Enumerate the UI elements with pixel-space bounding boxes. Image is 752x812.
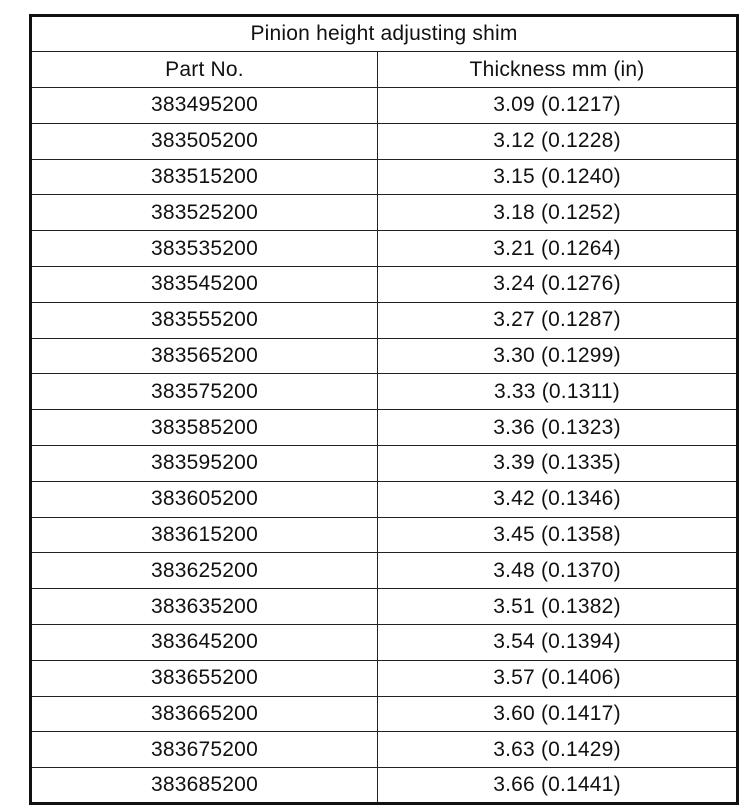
part-number-cell: 383605200 bbox=[31, 481, 378, 517]
table-row bbox=[31, 302, 738, 338]
thickness-cell: 3.18 (0.1252) bbox=[378, 195, 738, 231]
table-row bbox=[31, 266, 738, 302]
thickness-cell: 3.09 (0.1217) bbox=[378, 88, 738, 124]
shim-table-sheet bbox=[29, 14, 736, 806]
table-title-row bbox=[31, 16, 738, 52]
thickness-cell: 3.15 (0.1240) bbox=[378, 159, 738, 195]
table-row bbox=[31, 732, 738, 768]
table-row bbox=[31, 589, 738, 625]
part-number-cell: 383565200 bbox=[31, 338, 378, 374]
part-number-cell: 383615200 bbox=[31, 517, 378, 553]
thickness-cell: 3.66 (0.1441) bbox=[378, 768, 738, 804]
table-row bbox=[31, 768, 738, 804]
thickness-cell: 3.24 (0.1276) bbox=[378, 266, 738, 302]
thickness-cell: 3.54 (0.1394) bbox=[378, 624, 738, 660]
part-number-cell: 383555200 bbox=[31, 302, 378, 338]
part-number-cell: 383625200 bbox=[31, 553, 378, 589]
thickness-cell: 3.60 (0.1417) bbox=[378, 696, 738, 732]
thickness-cell: 3.30 (0.1299) bbox=[378, 338, 738, 374]
part-number-cell: 383595200 bbox=[31, 445, 378, 481]
thickness-cell: 3.57 (0.1406) bbox=[378, 660, 738, 696]
part-number-cell: 383545200 bbox=[31, 266, 378, 302]
table-row bbox=[31, 195, 738, 231]
part-number-cell: 383525200 bbox=[31, 195, 378, 231]
table-row bbox=[31, 696, 738, 732]
table-row bbox=[31, 374, 738, 410]
thickness-cell: 3.45 (0.1358) bbox=[378, 517, 738, 553]
table-row bbox=[31, 481, 738, 517]
column-header-thickness: Thickness mm (in) bbox=[378, 52, 738, 88]
table-row bbox=[31, 410, 738, 446]
table-row bbox=[31, 88, 738, 124]
column-header-part-no: Part No. bbox=[31, 52, 378, 88]
thickness-cell: 3.63 (0.1429) bbox=[378, 732, 738, 768]
thickness-cell: 3.33 (0.1311) bbox=[378, 374, 738, 410]
thickness-cell: 3.27 (0.1287) bbox=[378, 302, 738, 338]
table-row bbox=[31, 231, 738, 267]
table-row bbox=[31, 660, 738, 696]
thickness-cell: 3.48 (0.1370) bbox=[378, 553, 738, 589]
thickness-cell: 3.12 (0.1228) bbox=[378, 123, 738, 159]
part-number-cell: 383635200 bbox=[31, 589, 378, 625]
part-number-cell: 383655200 bbox=[31, 660, 378, 696]
part-number-cell: 383505200 bbox=[31, 123, 378, 159]
table-row bbox=[31, 624, 738, 660]
table-row bbox=[31, 123, 738, 159]
thickness-cell: 3.36 (0.1323) bbox=[378, 410, 738, 446]
part-number-cell: 383495200 bbox=[31, 88, 378, 124]
table-row bbox=[31, 445, 738, 481]
part-number-cell: 383685200 bbox=[31, 768, 378, 804]
table-row bbox=[31, 517, 738, 553]
part-number-cell: 383585200 bbox=[31, 410, 378, 446]
shim-table bbox=[29, 14, 739, 805]
part-number-cell: 383675200 bbox=[31, 732, 378, 768]
part-number-cell: 383515200 bbox=[31, 159, 378, 195]
thickness-cell: 3.42 (0.1346) bbox=[378, 481, 738, 517]
table-title: Pinion height adjusting shim bbox=[31, 16, 738, 52]
table-row bbox=[31, 159, 738, 195]
part-number-cell: 383575200 bbox=[31, 374, 378, 410]
part-number-cell: 383535200 bbox=[31, 231, 378, 267]
thickness-cell: 3.51 (0.1382) bbox=[378, 589, 738, 625]
part-number-cell: 383665200 bbox=[31, 696, 378, 732]
table-header-row bbox=[31, 52, 738, 88]
thickness-cell: 3.39 (0.1335) bbox=[378, 445, 738, 481]
table-row bbox=[31, 553, 738, 589]
table-body bbox=[31, 88, 738, 804]
table-row bbox=[31, 338, 738, 374]
part-number-cell: 383645200 bbox=[31, 624, 378, 660]
thickness-cell: 3.21 (0.1264) bbox=[378, 231, 738, 267]
